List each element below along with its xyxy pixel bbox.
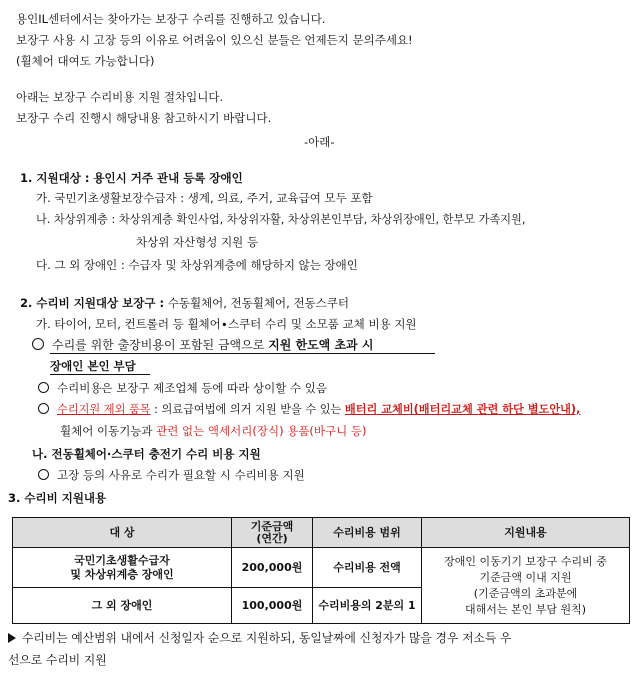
bullet3-red-battery: 배터리 교체비(배터리교체 관련 하단 별도안내),: [344, 403, 581, 416]
bullet3-mid: : 의료급여법에 의거 지원 받을 수 있는: [150, 403, 345, 416]
row2-amount: 100,000원: [232, 588, 313, 624]
section1-da: 다. 그 외 장애인 : 수급자 및 차상위계층에 해당하지 않는 장애인: [36, 258, 358, 272]
section3-title: 3. 수리비 지원내용: [8, 491, 107, 505]
section1-ga: 가. 국민기초생활보장수급자 : 생계, 의료, 주거, 교육급여 모두 포함: [36, 191, 373, 205]
header-range: 수리비용 범위: [313, 518, 422, 548]
header-content: 지원내용: [422, 518, 630, 548]
intro-line-1: 용인IL센터에서는 찾아가는 보장구 수리를 진행하고 있습니다.: [16, 12, 326, 26]
bullet1-underline: [50, 353, 435, 354]
section2-bullet1-cont: 장애인 본인 부담: [50, 359, 136, 373]
circle-bullet-icon: [32, 338, 44, 350]
circle-bullet-icon: [38, 469, 49, 480]
header-base-amount-2: (연간): [256, 531, 288, 545]
section2-na-bullet: [38, 467, 305, 483]
content-line-4: 대해서는 본인 부담 원칙): [464, 602, 587, 616]
support-table: [12, 517, 630, 624]
header-base-amount-1: 기준금액: [250, 519, 294, 533]
content-line-1: 장애인 이동기기 보장구 수리비 중: [444, 554, 607, 568]
section2-ga: 가. 타이어, 모터, 컨트롤러 등 휠체어∙스쿠터 수리 및 소모품 교체 비용 지원: [36, 317, 417, 331]
support-content: [422, 548, 630, 624]
section2-title-label: 2. 수리비 지원대상 보장구 :: [20, 296, 165, 310]
row1-target-1: 국민기초생활수급자: [74, 553, 170, 567]
section2-bullet3-cont: [60, 423, 367, 439]
footer-line-2: 선으로 수리비 지원: [8, 653, 107, 667]
bullet3-red-label: 수리지원 제외 품목: [57, 403, 151, 416]
section2-title-items: 수동휠체어, 전동휠체어, 전동스쿠터: [164, 296, 349, 310]
header-target: 대 상: [13, 518, 232, 548]
triangle-bullet-icon: [8, 633, 16, 643]
intro-line-3: (휠체어 대여도 가능합니다): [16, 54, 155, 68]
bullet3-cont-text: 휠체어 이동기능과: [60, 424, 157, 438]
footer-text-1: 수리비는 예산범위 내에서 신청일자 순으로 지원하되, 동일날짜에 신청자가 많을 경우 저소득 우: [22, 631, 512, 645]
section2-bullet1: [32, 337, 373, 353]
bullet1-cont-underline: [50, 374, 150, 375]
row1-range: 수리비용 전액: [313, 548, 422, 588]
section2-bullet2: [38, 380, 327, 396]
notice-line-1: 아래는 보장구 수리비용 지원 절차입니다.: [16, 90, 224, 104]
bullet2-text: 수리비용은 보장구 제조업체 등에 따라 상이할 수 있음: [57, 381, 327, 395]
circle-bullet-icon: [38, 382, 49, 393]
circle-bullet-icon: [38, 403, 49, 414]
section2-na: 나. 전동휠체어∙스쿠터 충전기 수리 비용 지원: [32, 447, 261, 461]
section1-na-cont: 차상위 자산형성 지원 등: [136, 235, 259, 249]
row2-target: 그 외 장애인: [13, 588, 232, 624]
na-bullet-text: 고장 등의 사유로 수리가 필요할 시 수리비용 지원: [57, 468, 305, 482]
table-row: [13, 548, 630, 588]
bullet3-cont-red: 관련 없는 액세서리(장식) 용품(바구니 등): [156, 424, 367, 438]
row1-amount: 200,000원: [232, 548, 313, 588]
section1-title: 1. 지원대상 : 용인시 거주 관내 등록 장애인: [20, 171, 243, 185]
row2-range: 수리비용의 2분의 1: [313, 588, 422, 624]
row1-target: [13, 548, 232, 588]
intro-line-2: 보장구 사용 시 고장 등의 이유로 어려움이 있으신 분들은 언제든지 문의주세요!: [16, 33, 413, 47]
header-base-amount: [232, 518, 313, 548]
section2-title: [20, 295, 349, 311]
bullet1-bold: 지원 한도액 초과 시: [268, 338, 374, 352]
below-mark: -아래-: [304, 135, 335, 149]
notice-line-2: 보장구 수리 진행시 해당내용 참고하시기 바랍니다.: [16, 111, 272, 125]
content-line-3: (기준금액의 초과분에: [473, 586, 578, 600]
section2-bullet3: [38, 402, 580, 418]
row1-target-2: 및 차상위계층 장애인: [70, 567, 174, 581]
bullet1-text: 수리를 위한 출장비용이 포함된 금액으로: [52, 338, 269, 352]
section1-na: 나. 차상위계층 : 차상위계층 확인사업, 차상위자활, 차상위본인부담, 차상위장애인, 한부모 가족지원,: [36, 213, 526, 226]
footer-line-1: [8, 630, 511, 646]
table-header-row: [13, 518, 630, 548]
content-line-2: 기준금액 이내 지원: [479, 570, 572, 584]
